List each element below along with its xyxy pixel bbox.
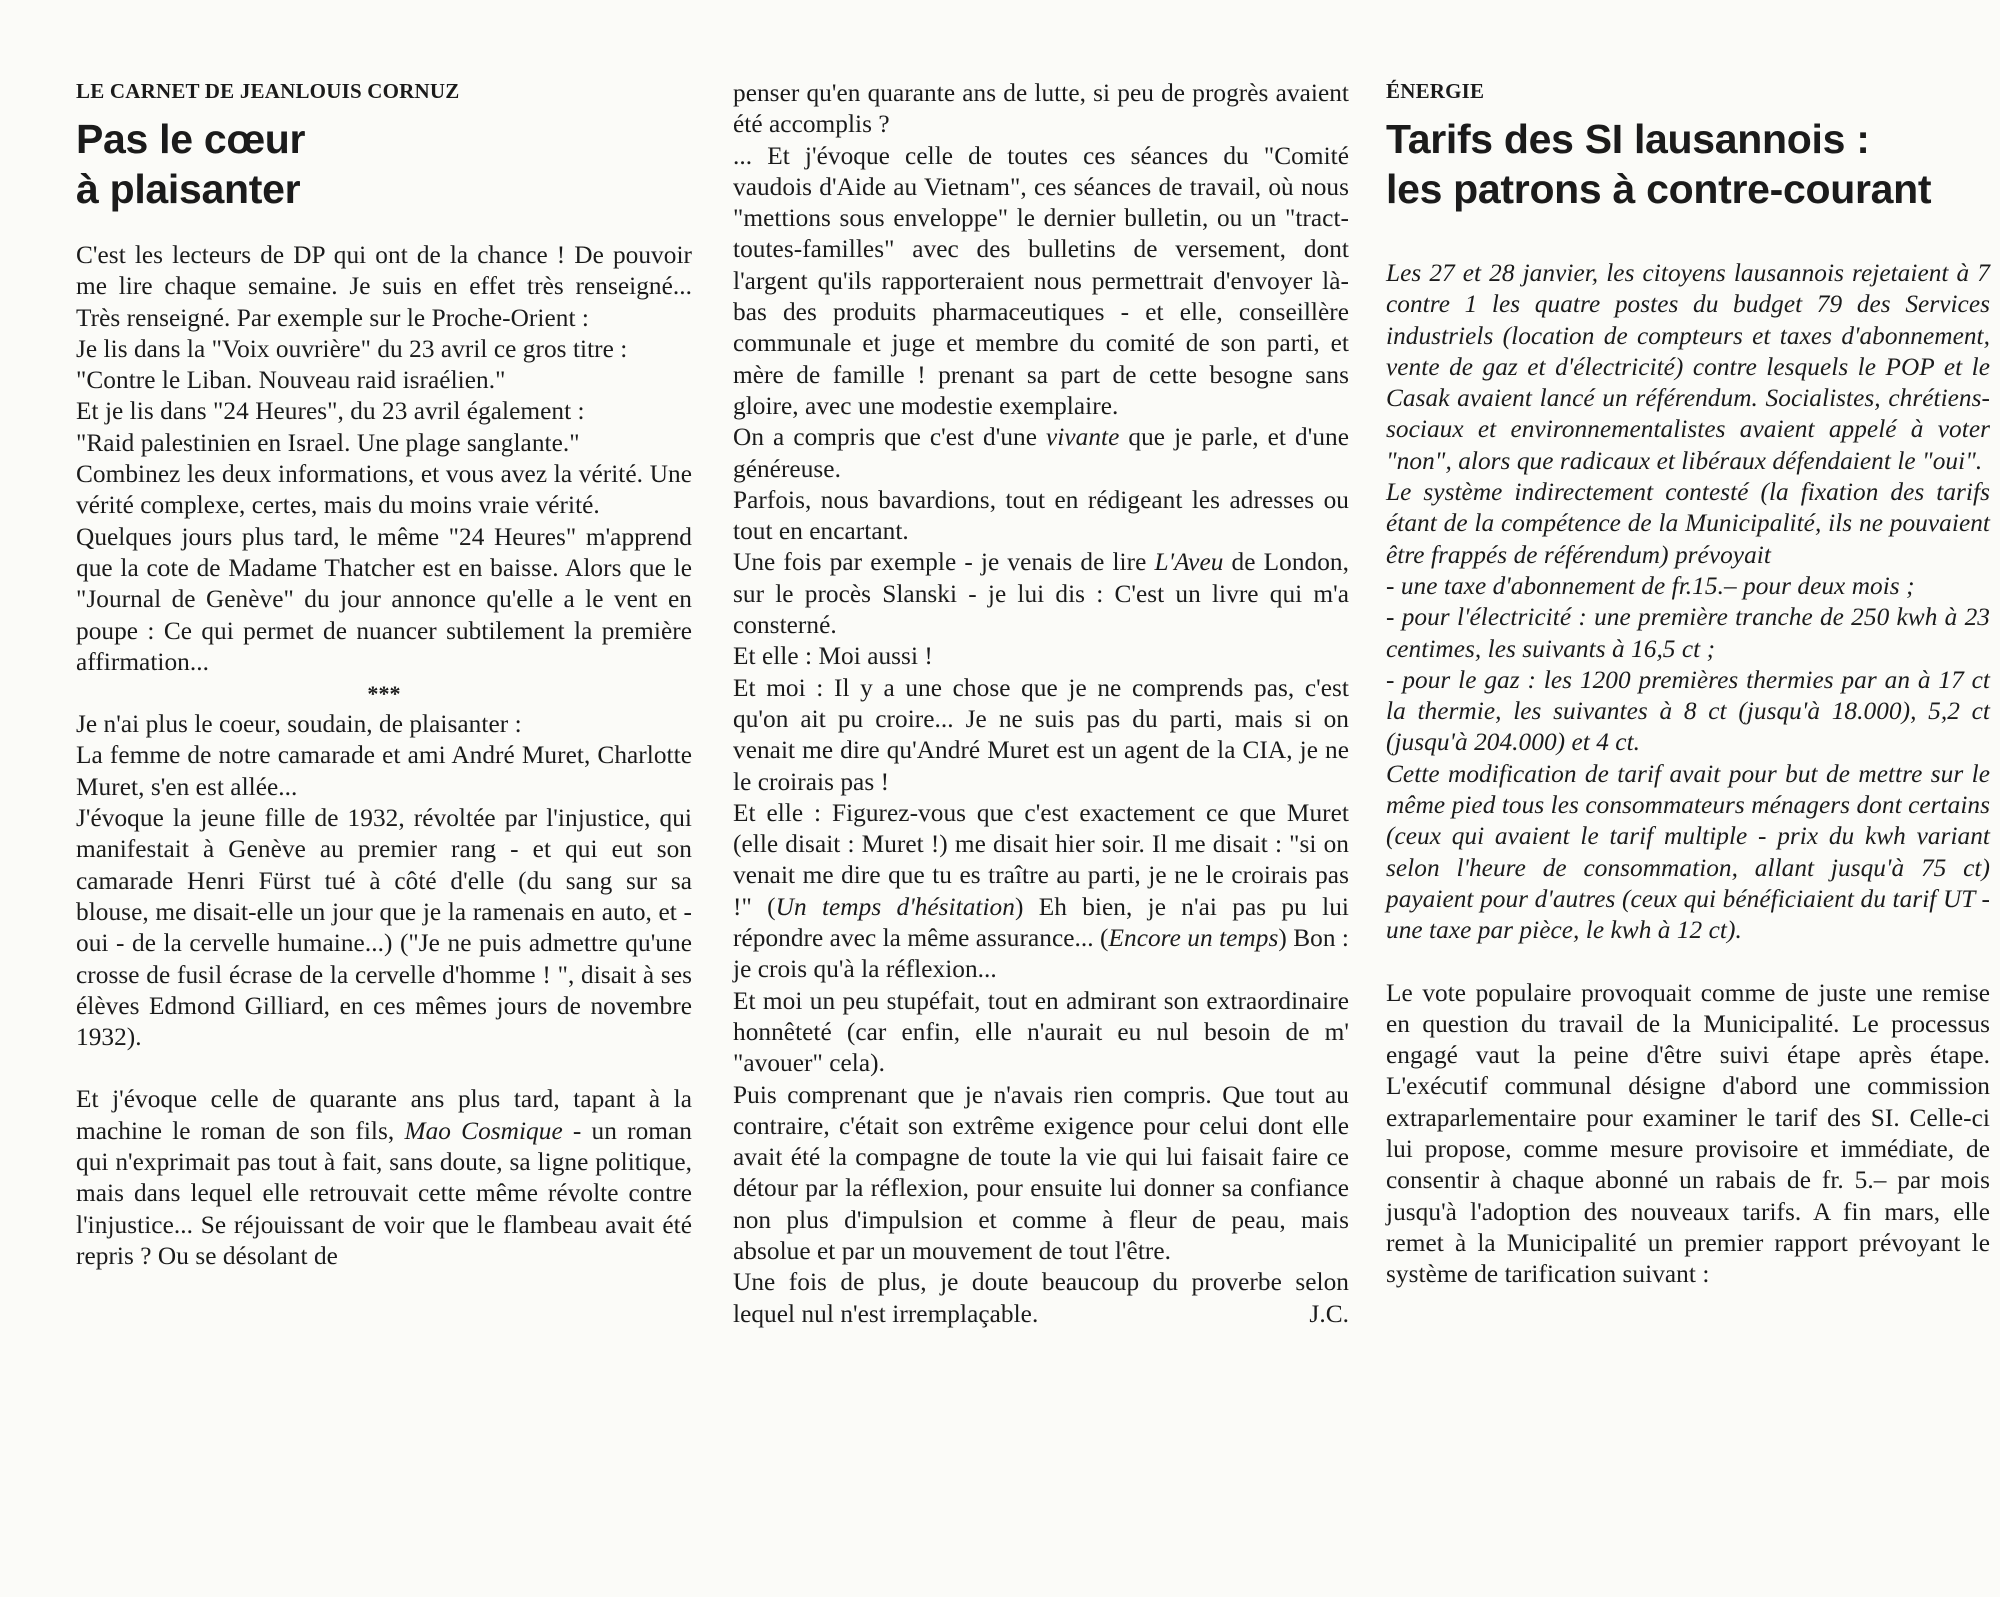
text-run: - un roman qui n'exprimait pas tout à fait, sans doute, sa ligne politique, mais dans lequel elle retrouvait cette même révolte contre l'injustice... Se réjouissant de voir que le flambeau avait été repris ? Ou se désolant de bbox=[76, 1116, 692, 1270]
stage-direction: Un temps d'hésitation bbox=[775, 892, 1015, 921]
text-run: Et elle : Figurez-vous que c'est exactement ce que Muret (elle disait : Muret !) me disait hier soir. Il me disait : "si on venait me dire que tu es traître au parti, je ne le croirais pas !" ( bbox=[733, 798, 1349, 921]
paragraph: Et elle : Moi aussi ! bbox=[733, 642, 933, 671]
paragraph bbox=[733, 547, 1349, 641]
text-run: On a compris que c'est d'une bbox=[733, 423, 1046, 452]
emphasis: vivante bbox=[1046, 423, 1120, 452]
paragraph bbox=[733, 422, 1349, 485]
paragraph: Le vote populaire provoquait comme de juste une remise en question du travail de la Municipalité. Le processus engagé vaut la peine d'être suivi étape après étape. L'exécutif communal désigne d'abord une commission extraparlementaire pour examiner le tarif des SI. Celle-ci lui propose, comme mesure provisoire et immédiate, de consentir à chaque abonné un rabais de fr. 5.– par mois jusqu'à l'adoption des nouveaux tarifs. A fin mars, elle remet à la Municipalité un premier rapport prévoyant le système de tarification suivant : bbox=[1386, 978, 1990, 1289]
lead-paragraph: Les 27 et 28 janvier, les citoyens lausannois rejetaient à 7 contre 1 les quatre postes du budget 79 des Services industriels (location de compteurs et taxes d'abonnement, vente de gaz et d'électricité) contre lesquels le POP et le Casak avaient lancé un référendum. Socialistes, chrétiens-sociaux et environnementalistes avaient appelé à voter "non", alors que radicaux et libéraux défendaient le "oui". bbox=[1386, 259, 1990, 475]
lead-paragraph: Cette modification de tarif avait pour but de mettre sur le même pied tous les consommateurs ménagers dont certains (ceux qui avaient le tarif multiple - prix du kwh variant selon l'heure de consommation, allant jusqu'à 75 ct) payaient pour d'autres (ceux qui bénéficiaient du tarif UT - une taxe par pièce, le kwh à 12 ct). bbox=[1386, 759, 1990, 945]
book-title: L'Aveu bbox=[1154, 548, 1224, 577]
paragraph: C'est les lecteurs de DP qui ont de la chance ! De pouvoir me lire chaque semaine. Je suis en effet très renseigné... Très renseigné. Par exemple sur le Proche-Orient : bbox=[76, 241, 692, 332]
article-headline bbox=[76, 114, 692, 214]
paragraph bbox=[733, 1267, 1349, 1330]
headline-line-2: à plaisanter bbox=[76, 166, 301, 212]
lead-paragraph: - pour le gaz : les 1200 premières thermies par an à 17 ct la thermie, les suivantes à 8 ct (jusqu'à 18.000), 5,2 ct (jusqu'à 204.000) et 4 ct. bbox=[1386, 665, 1990, 757]
text-run: ) Bon : je crois qu'à la réflexion... bbox=[733, 924, 1350, 984]
lead-paragraph: Le système indirectement contesté (la fixation des tarifs étant de la compétence de la Municipalité, ils ne pouvaient être frappés de référendum) prévoyait bbox=[1386, 478, 1990, 569]
lead-paragraph: - une taxe d'abonnement de fr.15.– pour deux mois ; bbox=[1386, 571, 1915, 600]
headline-line-1: Tarifs des SI lausannois : bbox=[1386, 116, 1870, 162]
paragraph: Et moi : Il y a une chose que je ne comprends pas, c'est qu'on ait pu croire... Je ne suis pas du parti, mais si on venait me dire qu'André Muret est un agent de la CIA, je ne le croirais pas ! bbox=[733, 673, 1349, 796]
paragraph: ... Et j'évoque celle de toutes ces séances du "Comité vaudois d'Aide au Vietnam", ces séances de travail, où nous "mettions sous enveloppe" le dernier bulletin, ou un "tract-toutes-familles" avec des bulletins de versement, dont l'argent qu'ils rapporteraient nous permettrait d'envoyer là-bas des produits pharmaceutiques - et elle, conseillère communale et juge et membre du comité de son parti, et mère de famille ! prenant sa part de cette besogne sans gloire, avec une modestie exemplaire. bbox=[733, 141, 1349, 420]
paragraph: Quelques jours plus tard, le même "24 Heures" m'apprend que la cote de Madame Thatcher est en baisse. Alors que le "Journal de Genève" du jour annonce qu'elle a le vent en poupe : Ce qui permet de nuancer subtilement la première affirmation... bbox=[76, 522, 692, 676]
text-run: de London, sur le procès Slanski - je lui dis : C'est un livre qui m'a consterné. bbox=[733, 548, 1350, 640]
paragraph: J'évoque la jeune fille de 1932, révoltée par l'injustice, qui manifestait à Genève au premier rang - et qui eut son camarade Henri Fürst tué à côté d'elle (du sang sur sa blouse, me disait-elle un jour que je la ramenais en auto, et - oui - de la cervelle humaine...) ("Je ne puis admettre qu'une crosse de fusil écrase de la cervelle d'homme ! ", disait à ses élèves Edmond Gilliard, en ces mêmes jours de novembre 1932). bbox=[76, 804, 692, 1052]
paragraph: Je n'ai plus le coeur, soudain, de plaisanter : bbox=[76, 710, 522, 739]
paragraph: Je lis dans la "Voix ouvrière" du 23 avril ce gros titre : bbox=[76, 334, 628, 363]
stage-direction: Encore un temps bbox=[1108, 924, 1279, 953]
paragraph: penser qu'en quarante ans de lutte, si peu de progrès avaient été accomplis ? bbox=[733, 79, 1349, 139]
section-kicker: LE CARNET DE JEANLOUIS CORNUZ bbox=[76, 79, 460, 103]
headline-line-2: les patrons à contre-courant bbox=[1386, 166, 1932, 212]
article-cornuz bbox=[76, 78, 692, 1272]
book-title: Mao Cosmique bbox=[404, 1116, 563, 1145]
paragraph: Parfois, nous bavardions, tout en rédigeant les adresses ou tout en encartant. bbox=[733, 485, 1349, 546]
paragraph: "Contre le Liban. Nouveau raid israélien." bbox=[76, 366, 506, 395]
text-run: Une fois de plus, je doute beaucoup du proverbe selon lequel nul n'est irremplaçable. bbox=[733, 1268, 1349, 1328]
paragraph bbox=[733, 798, 1349, 986]
lead-paragraph: - pour l'électricité : une première tranche de 250 kwh à 23 centimes, les suivants à 16,5 ct ; bbox=[1386, 603, 1990, 663]
paragraph: Et moi un peu stupéfait, tout en admirant son extraordinaire honnêteté (car enfin, elle n'aurait eu nul besoin de m' "avouer" cela). bbox=[733, 986, 1349, 1078]
article-lead bbox=[1386, 258, 1990, 947]
text-run: Une fois par exemple - je venais de lire bbox=[733, 548, 1155, 577]
headline-line-1: Pas le cœur bbox=[76, 116, 306, 162]
paragraph: "Raid palestinien en Israel. Une plage sanglante." bbox=[76, 428, 580, 457]
paragraph: Et je lis dans "24 Heures", du 23 avril également : bbox=[76, 397, 585, 426]
section-kicker: ÉNERGIE bbox=[1386, 79, 1485, 103]
article-headline bbox=[1386, 114, 1990, 214]
article-energie bbox=[1386, 78, 1990, 1291]
text-run: Et j'évoque celle de quarante ans plus tard, tapant à la machine le roman de son fils, bbox=[76, 1085, 692, 1145]
paragraph: La femme de notre camarade et ami André Muret, Charlotte Muret, s'en est allée... bbox=[76, 741, 692, 801]
paragraph: Combinez les deux informations, et vous avez la vérité. Une vérité complexe, certes, mais du moins vraie vérité. bbox=[76, 460, 692, 520]
paragraph bbox=[76, 1084, 692, 1272]
author-signature: J.C. bbox=[1309, 1299, 1349, 1328]
text-run: que je parle, et d'une généreuse. bbox=[733, 423, 1349, 483]
text-run: ) Eh bien, je n'ai pas pu lui répondre avec la même assurance... ( bbox=[733, 892, 1349, 953]
article-cornuz-continued bbox=[733, 78, 1349, 1330]
section-separator: *** bbox=[367, 681, 401, 707]
paragraph: Puis comprenant que je n'avais rien compris. Que tout au contraire, c'était son extrême exigence pour celui dont elle avait été la compagne de toute la vie qui lui faisait faire ce détour par la réflexion, pour ensuite lui donner sa confiance non plus d'impulsion et comme à fleur de peau, mais absolue et par un mouvement de tout l'être. bbox=[733, 1080, 1349, 1265]
